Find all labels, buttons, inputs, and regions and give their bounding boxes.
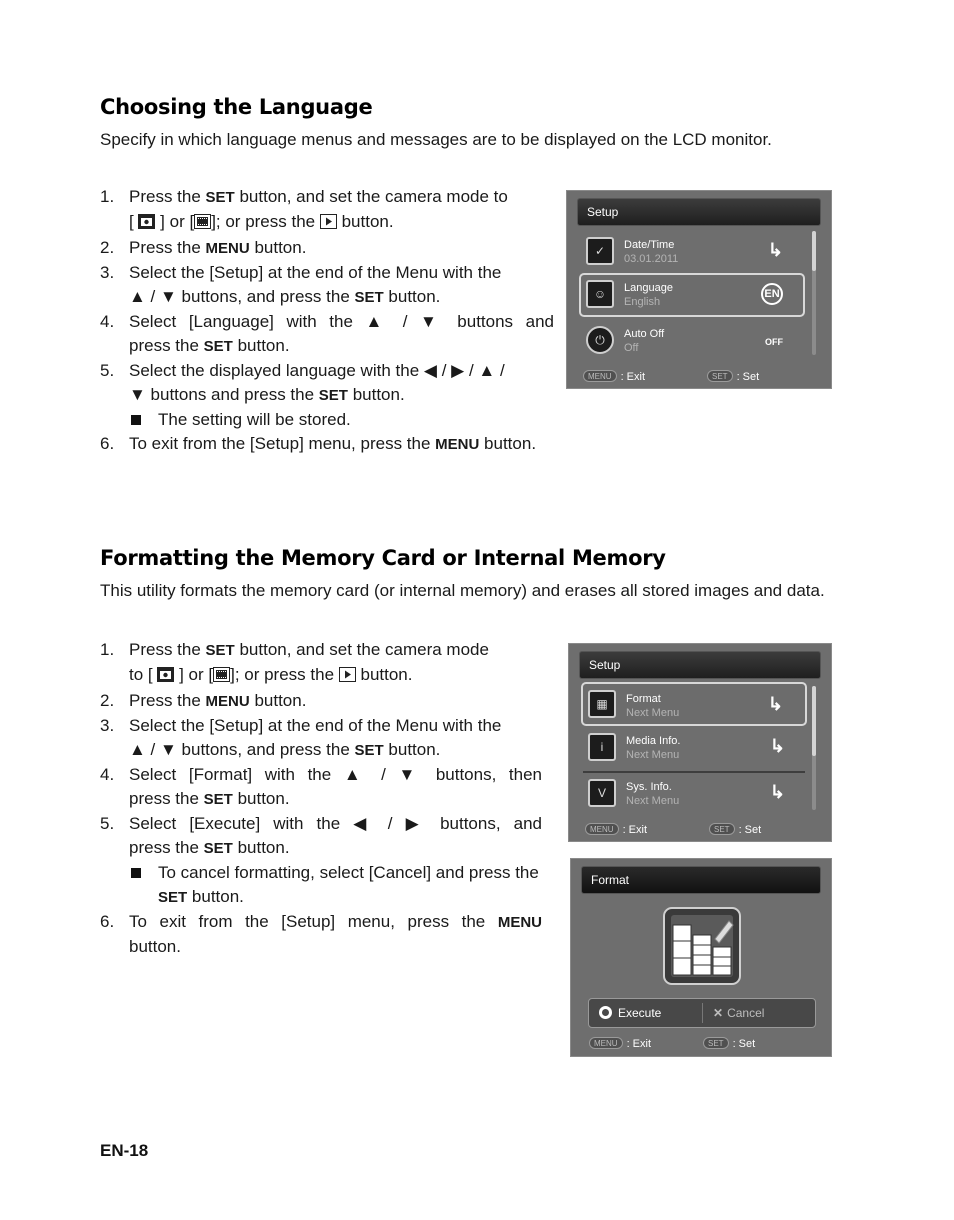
format-icon: ▦ (588, 690, 616, 718)
playback-icon (320, 212, 337, 236)
camera-screen-format-confirm (570, 858, 832, 1057)
section-heading-format: Formatting the Memory Card or Internal Memory (100, 546, 666, 570)
execute-option[interactable]: Execute (599, 999, 661, 1027)
execute-cancel-bar (588, 998, 816, 1028)
step-item: 5. Select the displayed language with the ◀ / ▶ / ▲ / ▼ buttons and press the SET button. (100, 361, 505, 404)
step-item: 5. Select [Execute] with the ◀ / ▶ buttons, and press the SET button. (100, 814, 542, 857)
right-arrow-icon: ▶ (451, 361, 465, 380)
footer-exit: MENU : Exit (589, 1037, 651, 1050)
camera-screen-setup-format (568, 643, 832, 842)
english-badge-icon: EN (761, 283, 783, 305)
video-mode-icon (213, 665, 230, 689)
step-item: 4. Select [Format] with the ▲ / ▼ buttons, then press the SET button. (100, 765, 542, 808)
menu-row-language[interactable]: ☺ Language English EN (579, 273, 805, 317)
language-icon: ☺ (586, 280, 614, 308)
section-heading-language: Choosing the Language (100, 95, 373, 119)
info-icon: i (588, 733, 616, 761)
camera-mode-icon (157, 665, 174, 689)
scrollbar[interactable] (812, 686, 816, 810)
menu-row-date-time[interactable]: ✓ Date/Time 03.01.2011 ↳ (579, 230, 805, 274)
off-badge-icon: OFF (765, 337, 783, 347)
note-item: The setting will be stored. (100, 408, 554, 432)
step-item: 1. Press the SET button, and set the camera mode to [ ] or [ ]; or press the button. (100, 638, 542, 689)
up-arrow-icon: ▲ (129, 287, 146, 306)
footer-set: SET : Set (709, 823, 761, 836)
power-icon: ⏻ (586, 326, 614, 354)
step-item: 2. Press the MENU button. (100, 238, 307, 257)
calendar-icon: ✓ (586, 237, 614, 265)
menu-row-auto-off[interactable]: ⏻ Auto Off Off OFF (579, 319, 805, 363)
version-icon: V (588, 779, 616, 807)
footer-exit: MENU : Exit (583, 370, 645, 383)
next-arrow-icon: ↳ (769, 736, 785, 756)
next-arrow-icon: ↳ (767, 240, 783, 260)
left-arrow-icon: ◀ (423, 361, 437, 380)
cancel-option[interactable]: ✕ Cancel (713, 1006, 765, 1020)
next-arrow-icon: ↳ (767, 694, 783, 714)
down-arrow-icon: ▼ (398, 765, 424, 784)
down-arrow-icon: ▼ (129, 385, 146, 404)
step-item: 6. To exit from the [Setup] menu, press the MENU button. (100, 912, 542, 956)
left-arrow-icon: ◀ (353, 814, 375, 833)
menu-row-format[interactable]: ▦ Format Next Menu ↳ (581, 682, 807, 726)
section-intro-format: This utility formats the memory card (or internal memory) and erases all stored images and data. (100, 581, 825, 600)
footer-set: SET : Set (707, 370, 759, 383)
video-mode-icon (194, 212, 211, 236)
close-x-icon: ✕ (713, 1006, 724, 1020)
note-item: To cancel formatting, select [Cancel] and press the SET button. (100, 861, 542, 910)
right-arrow-icon: ▶ (405, 814, 427, 833)
next-arrow-icon: ↳ (769, 782, 785, 802)
footer-set: SET : Set (703, 1037, 755, 1050)
steps-list-format (100, 638, 542, 959)
step-item: 4. Select [Language] with the ▲ / ▼ buttons and press the SET button. (100, 312, 554, 355)
step-item: 1. Press the SET button, and set the camera mode to [ ] or [ ]; or press the button. (100, 185, 554, 236)
page-number: EN-18 (100, 1141, 149, 1160)
step-item: 6. To exit from the [Setup] menu, press the MENU button. (100, 434, 537, 453)
step-item: 2. Press the MENU button. (100, 691, 307, 710)
step-item: 3. Select the [Setup] at the end of the Menu with the ▲ / ▼ buttons, and press the SET button. (100, 263, 502, 306)
menu-row-sys-info[interactable]: V Sys. Info. Next Menu ↳ (581, 772, 807, 816)
bullet-square-icon (131, 415, 141, 425)
step-item: 3. Select the [Setup] at the end of the Menu with the ▲ / ▼ buttons, and press the SET button. (100, 716, 502, 759)
down-arrow-icon: ▼ (420, 312, 445, 331)
camera-mode-icon (138, 212, 155, 236)
screen-title: Format (581, 866, 821, 894)
format-graphic-icon (663, 907, 741, 985)
up-arrow-icon: ▲ (365, 312, 391, 331)
down-arrow-icon: ▼ (160, 740, 177, 759)
radio-selected-icon (599, 1006, 612, 1019)
bullet-square-icon (131, 868, 141, 878)
footer-exit: MENU : Exit (585, 823, 647, 836)
down-arrow-icon: ▼ (160, 287, 177, 306)
section-intro-language: Specify in which language menus and messages are to be displayed on the LCD monitor. (100, 130, 772, 149)
up-arrow-icon: ▲ (129, 740, 146, 759)
scrollbar[interactable] (812, 231, 816, 355)
menu-row-media-info[interactable]: i Media Info. Next Menu ↳ (581, 726, 807, 770)
up-arrow-icon: ▲ (478, 361, 496, 380)
up-arrow-icon: ▲ (343, 765, 369, 784)
playback-icon (339, 665, 356, 689)
screen-title: Setup (579, 651, 821, 679)
screen-title: Setup (577, 198, 821, 226)
camera-screen-setup-language (566, 190, 832, 389)
steps-list-language (100, 185, 554, 457)
